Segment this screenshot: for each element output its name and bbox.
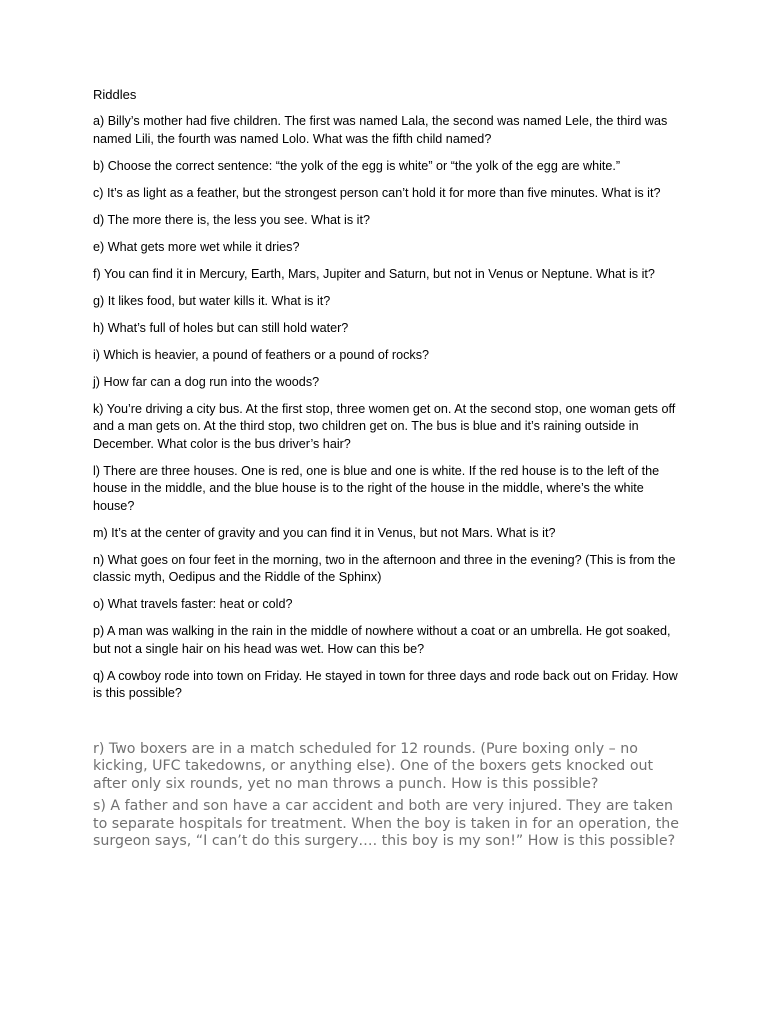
riddle-r: r) Two boxers are in a match scheduled for 12 rounds. (Pure boxing only – no kicking, UFC takedowns, or anything else). One of the boxers gets knocked out after only six rounds, yet no man throws a punch. How is this possible? xyxy=(93,741,654,792)
riddle-a: a) Billy’s mother had five children. The first was named Lala, the second was named Lele, the third was named Lili, the fourth was named Lolo. What was the fifth child named? xyxy=(93,114,668,146)
riddle-o: o) What travels faster: heat or cold? xyxy=(93,597,293,611)
riddle-f: f) You can find it in Mercury, Earth, Mars, Jupiter and Saturn, but not in Venus or Neptune. What is it? xyxy=(93,266,655,281)
document-body xyxy=(93,86,683,855)
riddle-g: g) It likes food, but water kills it. What is it? xyxy=(93,293,331,308)
document-title: Riddles xyxy=(93,87,137,102)
riddle-j: j) How far can a dog run into the woods? xyxy=(93,374,320,389)
riddle-l: l) There are three houses. One is red, one is blue and one is white. If the red house is to the left of the house in the middle, and the blue house is to the right of the house in the middle, where’s the white house? xyxy=(93,463,660,513)
riddle-h: h) What’s full of holes but can still hold water? xyxy=(93,320,349,335)
riddle-n: n) What goes on four feet in the morning, two in the afternoon and three in the evening? (This is from the classic myth, Oedipus and the Riddle of the Sphinx) xyxy=(93,552,676,584)
riddle-k: k) You’re driving a city bus. At the first stop, three women get on. At the second stop, one woman gets off and a man gets on. At the third stop, two children get on. The bus is blue and it’s raining outside in December. What color is the bus driver’s hair? xyxy=(93,401,676,451)
riddle-s: s) A father and son have a car accident and both are very injured. They are taken to separate hospitals for treatment. When the boy is taken in for an operation, the surgeon says, “I can’t do this surgery…. this boy is my son!” How is this possible? xyxy=(93,798,679,850)
riddle-i: i) Which is heavier, a pound of feathers or a pound of rocks? xyxy=(93,347,430,362)
riddle-p: p) A man was walking in the rain in the middle of nowhere without a coat or an umbrella. He got soaked, but not a single hair on his head was wet. How can this be? xyxy=(93,624,671,656)
riddle-b: b) Choose the correct sentence: “the yolk of the egg is white” or “the yolk of the egg are white.” xyxy=(93,158,621,173)
riddle-d: d) The more there is, the less you see. What is it? xyxy=(93,212,370,227)
riddle-c: c) It’s as light as a feather, but the strongest person can’t hold it for more than five minutes. What is it? xyxy=(93,185,661,200)
riddle-m: m) It’s at the center of gravity and you can find it in Venus, but not Mars. What is it? xyxy=(93,525,556,540)
riddle-e: e) What gets more wet while it dries? xyxy=(93,239,300,254)
paragraph-spacer xyxy=(93,712,683,741)
riddle-q: q) A cowboy rode into town on Friday. He stayed in town for three days and rode back out on Friday. How is this possible? xyxy=(93,668,678,700)
